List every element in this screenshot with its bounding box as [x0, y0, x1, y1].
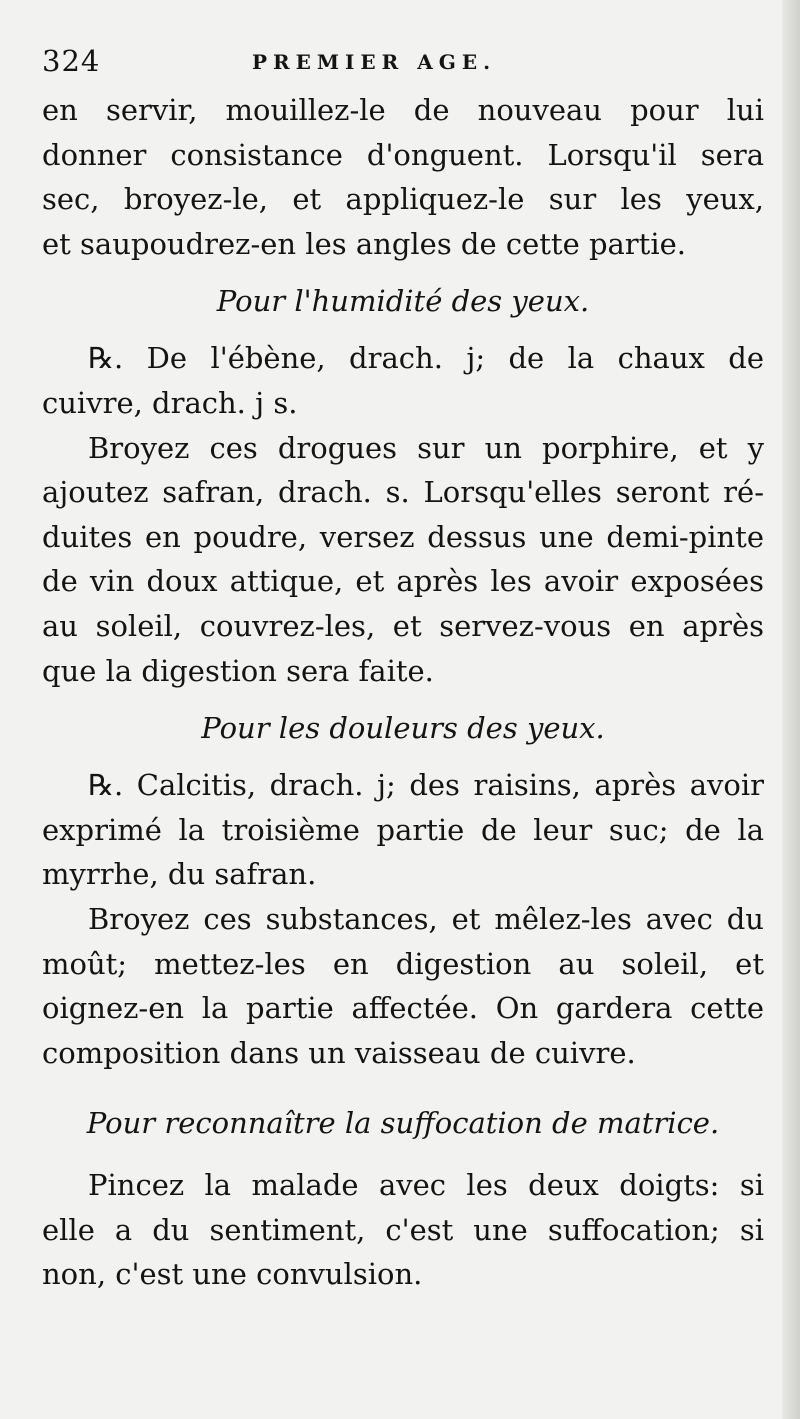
text-line: en servir, mouillez-le de nouveau pour lui	[42, 93, 764, 127]
running-head: PREMIER AGE.	[252, 50, 497, 74]
text-line: sec, broyez-le, et appliquez-le sur les yeux,	[42, 182, 764, 217]
section-heading: Pour reconnaître la suffocation de matrice.	[86, 1106, 720, 1141]
text-line: cuivre, drach. j s.	[42, 385, 298, 420]
page-edge-shadow	[782, 0, 800, 1419]
text-line: ℞. Calcitis, drach. j; des raisins, après avoir	[88, 768, 764, 803]
text-line: myrrhe, du safran.	[42, 857, 317, 892]
text-line: et saupoudrez-en les angles de cette partie.	[42, 226, 686, 261]
text-line: duites en poudre, versez dessus une demi-pinte	[42, 519, 764, 554]
text-line: ajoutez safran, drach. s. Lorsqu'elles seront ré-	[42, 475, 764, 510]
text-line: au soleil, couvrez-les, et servez-vous en après	[42, 608, 764, 643]
text-line: Broyez ces drogues sur un porphire, et y	[88, 430, 764, 465]
page-text	[42, 44, 764, 1297]
text-line: ℞. De l'ébène, drach. j; de la chaux de	[88, 341, 764, 376]
text-line: exprimé la troisième partie de leur suc; de la	[42, 812, 764, 847]
text-line: Broyez ces substances, et mêlez-les avec du	[88, 901, 764, 936]
text-line: de vin doux attique, et après les avoir exposées	[42, 564, 764, 599]
page-number: 324	[42, 44, 101, 78]
text-line: elle a du sentiment, c'est une suffocation; si	[42, 1212, 764, 1247]
text-line: non, c'est une convulsion.	[42, 1257, 423, 1292]
text-line: que la digestion sera faite.	[42, 653, 434, 688]
text-line: composition dans un vaisseau de cuivre.	[42, 1035, 636, 1070]
text-line: moût; mettez-les en digestion au soleil, et	[42, 946, 764, 981]
section-heading: Pour l'humidité des yeux.	[216, 284, 590, 319]
text-line: donner consistance d'onguent. Lorsqu'il sera	[42, 137, 764, 172]
text-line: oignez-en la partie affectée. On gardera cette	[42, 991, 764, 1026]
section-heading: Pour les douleurs des yeux.	[201, 711, 605, 746]
text-line: Pincez la malade avec les deux doigts: si	[88, 1168, 764, 1203]
page-header	[42, 44, 764, 88]
